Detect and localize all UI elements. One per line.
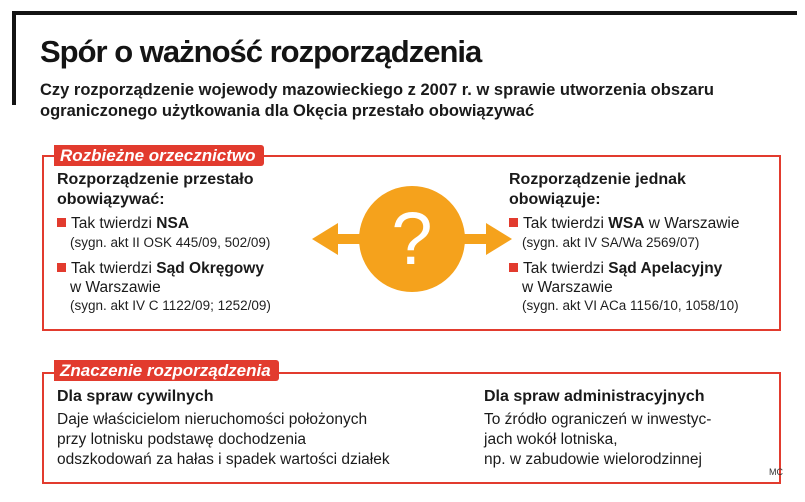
right-item2-court: Sąd Apelacyjny [608, 260, 723, 277]
right-item1-court: WSA [608, 215, 645, 232]
left-item1-prefix: Tak twierdzi [71, 215, 157, 232]
right-item2-ref: (sygn. akt VI ACa 1156/10, 1058/10) [522, 298, 739, 313]
admin-line-1: To źródło ograniczeń w inwestyc- [484, 411, 712, 428]
divergent-rulings-label: Rozbieżne orzecznictwo [54, 145, 264, 166]
bullet-square-icon [509, 263, 518, 272]
civil-line-2: przy lotnisku podstawę dochodzenia [57, 431, 307, 448]
question-mark-graphic [312, 184, 512, 294]
left-heading-line1: Rozporządzenie przestało [57, 171, 254, 188]
right-item-appeal-court [509, 259, 722, 278]
civil-heading: Dla spraw cywilnych [57, 388, 214, 405]
right-item1-prefix: Tak twierdzi [523, 215, 609, 232]
civil-line-1: Daje właścicielom nieruchomości położonych [57, 411, 368, 428]
civil-line-3: odszkodowań za hałas i spadek wartości działek [57, 451, 390, 468]
question-mark: ? [391, 197, 433, 280]
bullet-square-icon [57, 218, 66, 227]
admin-heading: Dla spraw administracyjnych [484, 388, 705, 405]
page-title: Spór o ważność rozporządzenia [40, 34, 482, 69]
right-item2-prefix: Tak twierdzi [523, 260, 609, 277]
left-item1-court: NSA [156, 215, 190, 232]
subtitle: Czy rozporządzenie wojewody mazowieckiego z 2007 r. w sprawie utworzenia obszaru ograniczonego użytkowania dla Okęcia przestało obowiązywać [40, 81, 714, 120]
left-rule [12, 11, 16, 105]
right-heading-line2: obowiązuje: [509, 191, 601, 208]
admin-line-3: np. w zabudowie wielorodzinnej [484, 451, 702, 468]
right-item1-suffix: w Warszawie [644, 215, 740, 232]
left-item-district-court [57, 259, 264, 278]
bullet-square-icon [509, 218, 518, 227]
right-item-wsa [509, 214, 739, 233]
left-item2-prefix: Tak twierdzi [71, 260, 157, 277]
right-item2-location: w Warszawie [522, 279, 613, 296]
left-item1-ref: (sygn. akt II OSK 445/09, 502/09) [70, 235, 271, 250]
bullet-square-icon [57, 263, 66, 272]
left-item2-location: w Warszawie [70, 279, 161, 296]
left-heading-line2: obowiązywać: [57, 191, 165, 208]
left-item2-ref: (sygn. akt IV C 1122/09; 1252/09) [70, 298, 271, 313]
left-item2-court: Sąd Okręgowy [156, 260, 264, 277]
regulation-significance-label: Znaczenie rozporządzenia [54, 360, 279, 381]
right-heading-line1: Rozporządzenie jednak [509, 171, 686, 188]
left-item-nsa [57, 214, 189, 233]
author-credit: MC [769, 467, 783, 477]
top-rule [12, 11, 797, 15]
right-item1-ref: (sygn. akt IV SA/Wa 2569/07) [522, 235, 700, 250]
admin-line-2: jach wokół lotniska, [484, 431, 618, 448]
double-arrow-question-icon [312, 184, 512, 294]
